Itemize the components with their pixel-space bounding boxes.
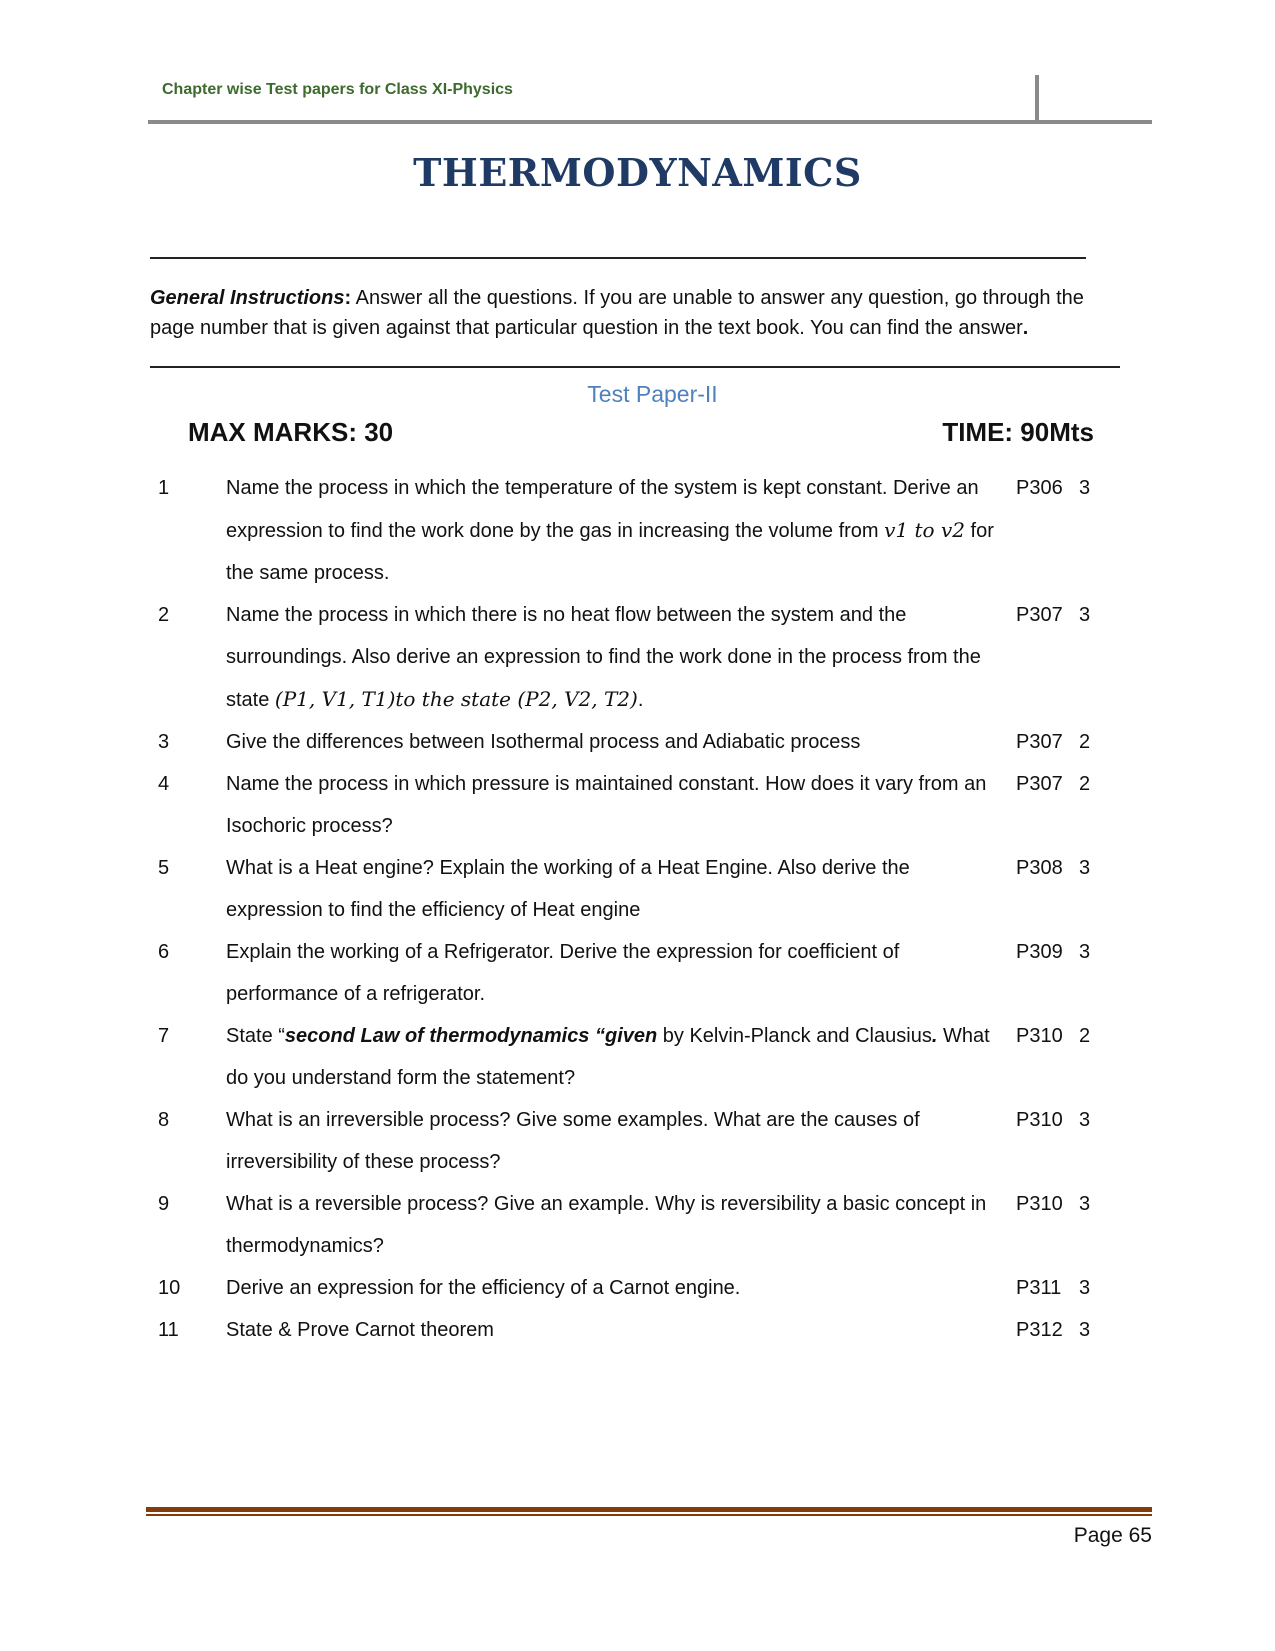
page-reference: P309 xyxy=(1016,941,1063,963)
question-text-part: for the same process. xyxy=(226,520,994,584)
question-text xyxy=(226,467,1006,594)
page-number: Page 65 xyxy=(1073,1524,1152,1547)
instructions-end: . xyxy=(1022,317,1029,339)
question-text: What is an irreversible process? Give some examples. What are the causes of irreversibility of these process? xyxy=(226,1109,920,1173)
question-number: 9 xyxy=(158,1193,170,1215)
question-text: Name the process in which pressure is maintained constant. How does it vary from an Isochoric process? xyxy=(226,773,987,837)
question-item xyxy=(0,1309,1275,1351)
question-item xyxy=(0,847,1275,931)
question-number: 5 xyxy=(158,857,170,879)
question-item xyxy=(0,467,1275,594)
question-item xyxy=(0,594,1275,721)
footer-rule-thin xyxy=(146,1514,1152,1516)
question-number: 8 xyxy=(158,1109,170,1131)
separator-rule xyxy=(150,257,1086,259)
page-title: THERMODYNAMICS xyxy=(413,150,862,195)
emphasized-text: second Law of thermodynamics “given xyxy=(284,1025,658,1047)
question-text-part: State “ xyxy=(226,1025,285,1047)
question-number: 10 xyxy=(158,1277,181,1299)
question-text: Explain the working of a Refrigerator. Derive the expression for coefficient of performance of a refrigerator. xyxy=(226,941,900,1005)
question-marks: 3 xyxy=(1079,941,1091,963)
question-item xyxy=(0,1267,1275,1309)
question-text-part: What do you understand form the statement? xyxy=(226,1025,990,1089)
page-reference: P312 xyxy=(1016,1319,1063,1341)
instructions-label: General Instructions xyxy=(150,287,345,309)
question-text-part: . xyxy=(637,689,644,711)
question-marks: 3 xyxy=(1079,1109,1091,1131)
page-reference: P310 xyxy=(1016,1193,1063,1215)
question-marks: 3 xyxy=(1079,857,1091,879)
question-marks: 3 xyxy=(1079,1193,1091,1215)
question-item xyxy=(0,931,1275,1015)
page-reference: P306 xyxy=(1016,477,1063,499)
question-text xyxy=(226,1015,1006,1099)
instructions-text: Answer all the questions. If you are unable to answer any question, go through the page number that is given against that particular question in the text book. You can find the answer xyxy=(150,287,1084,339)
question-text-part: by Kelvin-Planck and Clausius xyxy=(657,1025,932,1047)
question-marks: 2 xyxy=(1079,731,1091,753)
running-header: Chapter wise Test papers for Class XI-Physics xyxy=(162,81,513,98)
max-marks: MAX MARKS: 30 xyxy=(188,417,394,447)
question-text: State & Prove Carnot theorem xyxy=(226,1319,494,1341)
instructions-colon: : xyxy=(344,287,352,309)
question-text-part: Name the process in which the temperature of the system is kept constant. Derive an expression to find the work done by the gas in increasing the volume from xyxy=(226,477,979,542)
page-reference: P307 xyxy=(1016,773,1063,795)
question-marks: 2 xyxy=(1079,773,1091,795)
header-divider xyxy=(1035,75,1039,123)
question-number: 1 xyxy=(158,477,170,499)
footer-rule xyxy=(146,1507,1152,1512)
page-reference: P311 xyxy=(1016,1277,1062,1299)
question-number: 2 xyxy=(158,604,170,626)
question-text: Derive an expression for the efficiency of a Carnot engine. xyxy=(226,1277,741,1299)
question-marks: 2 xyxy=(1079,1025,1091,1047)
general-instructions xyxy=(150,283,1130,343)
header-rule xyxy=(148,120,1152,124)
question-item xyxy=(0,1015,1275,1099)
question-number: 11 xyxy=(158,1319,179,1341)
page-reference: P307 xyxy=(1016,731,1063,753)
question-number: 6 xyxy=(158,941,170,963)
question-item xyxy=(0,721,1275,763)
test-paper-subtitle: Test Paper-II xyxy=(587,381,718,407)
question-number: 7 xyxy=(158,1025,170,1047)
emphasized-text: . xyxy=(931,1025,938,1047)
question-text: What is a Heat engine? Explain the working of a Heat Engine. Also derive the expression to find the efficiency of Heat engine xyxy=(226,857,910,921)
math-expression: v1 to v2 xyxy=(884,518,965,542)
question-text-part: Name the process in which there is no heat flow between the system and the surroundings. Also derive an expression to find the work done in the process from the state xyxy=(226,604,981,711)
page-reference: P307 xyxy=(1016,604,1063,626)
page-reference: P310 xyxy=(1016,1025,1063,1047)
time-allowed: TIME: 90Mts xyxy=(942,417,1094,447)
question-text: Give the differences between Isothermal process and Adiabatic process xyxy=(226,731,861,753)
page-reference: P308 xyxy=(1016,857,1063,879)
math-expression: (P1, V1, T1)to the state (P2, V2, T2) xyxy=(274,687,638,711)
question-marks: 3 xyxy=(1079,1277,1091,1299)
question-number: 4 xyxy=(158,773,170,795)
separator-rule xyxy=(150,366,1120,368)
question-item xyxy=(0,1099,1275,1183)
question-marks: 3 xyxy=(1079,1319,1091,1341)
question-marks: 3 xyxy=(1079,604,1091,626)
question-marks: 3 xyxy=(1079,477,1091,499)
question-list xyxy=(0,467,1275,1351)
page-reference: P310 xyxy=(1016,1109,1063,1131)
question-number: 3 xyxy=(158,731,170,753)
question-text: What is a reversible process? Give an example. Why is reversibility a basic concept in thermodynamics? xyxy=(226,1193,987,1257)
question-item xyxy=(0,1183,1275,1267)
question-text xyxy=(226,594,1006,721)
question-item xyxy=(0,763,1275,847)
